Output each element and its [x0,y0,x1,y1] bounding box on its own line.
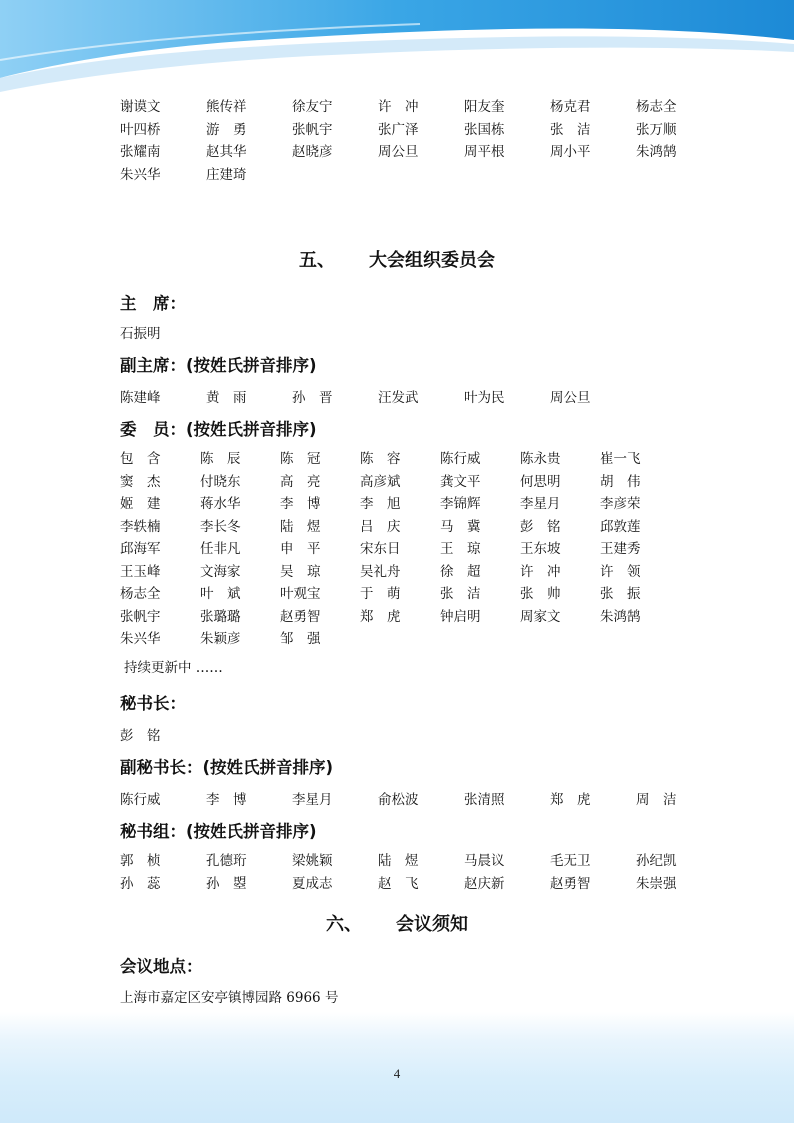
person-name: 叶观宝 [280,586,321,602]
person-name: 俞松波 [378,792,419,808]
person-name: 孙 蕊 [120,875,161,892]
person-name: 邱敦莲 [600,518,641,535]
person-name: 赵勇智 [280,608,321,625]
name-row [120,873,722,896]
person-name: 陆 煜 [378,853,419,869]
person-name: 李星月 [292,792,333,808]
person-name: 宋东日 [360,541,401,557]
vice-chair-list [120,386,636,406]
person-name: 周 洁 [636,792,677,808]
person-name: 王东坡 [520,541,561,557]
name-row [120,606,680,629]
person-name: 张清照 [464,792,505,808]
person-name: 周公旦 [378,144,419,160]
secretary-general-name: 彭 铭 [120,728,161,744]
chair-name: 石振明 [120,326,161,342]
person-name: 张帆宇 [120,608,161,625]
person-name: 许 冲 [378,99,419,115]
secretariat-heading: 秘书组：(按姓氏拼音排序) [120,822,317,841]
person-name: 龚文平 [440,473,481,490]
person-name: 叶 斌 [200,586,241,602]
person-name: 陈 容 [360,451,401,467]
name-row [120,516,680,539]
person-name: 徐友宁 [292,99,333,115]
person-name: 李 旭 [360,496,401,512]
person-name: 任非凡 [200,541,241,557]
chair-heading: 主 席： [120,294,186,313]
person-name: 夏成志 [292,875,333,892]
person-name: 蒋水华 [200,496,241,512]
name-row [120,561,680,584]
person-name: 王 琼 [440,541,481,557]
person-name: 许 冲 [520,563,561,580]
name-row [120,141,722,164]
person-name: 陈永贵 [520,451,561,467]
header-wave-decoration [0,0,794,95]
person-name: 钟启明 [440,608,481,625]
person-name: 张国栋 [464,121,505,138]
person-name: 邱海军 [120,541,161,557]
person-name: 黄 雨 [206,390,247,406]
person-name: 李锦辉 [440,496,481,512]
person-name: 张广泽 [378,121,419,138]
person-name: 包 含 [120,451,161,467]
person-name: 叶四桥 [120,121,161,138]
person-name: 谢谟文 [120,99,161,115]
members-heading: 委 员：(按姓氏拼音排序) [120,420,317,439]
person-name: 高彦斌 [360,473,401,490]
person-name: 朱鸿鹄 [600,608,641,625]
person-name: 张帆宇 [292,121,333,138]
name-row [120,628,680,651]
person-name: 汪发武 [378,390,419,406]
person-name: 赵勇智 [550,875,591,892]
person-name: 朱兴华 [120,631,161,647]
person-name: 赵其华 [206,144,247,160]
person-name: 王建秀 [600,541,641,557]
section-number: 六、 [326,914,362,935]
person-name: 陈 冠 [280,451,321,467]
person-name: 陈行威 [440,451,481,467]
section-6-title [0,910,794,936]
deputy-secretary-general-list [120,788,722,808]
person-name: 于 萌 [360,586,401,602]
committee-continuation-list [120,96,722,186]
person-name: 孔德珩 [206,853,247,869]
section-number: 五、 [299,250,335,271]
person-name: 文海家 [200,563,241,580]
person-name: 许 领 [600,563,641,580]
person-name: 李轶楠 [120,518,161,535]
person-name: 朱颖彦 [200,631,241,647]
person-name: 胡 伟 [600,473,641,490]
person-name: 杨志全 [636,99,677,115]
person-name: 周平根 [464,144,505,160]
person-name: 孙 曌 [206,875,247,892]
person-name: 徐 超 [440,563,481,580]
members-list [120,448,680,651]
person-name: 张 振 [600,586,641,602]
person-name: 彭 铭 [520,518,561,535]
person-name: 吴礼舟 [360,563,401,580]
person-name: 郑 虎 [550,792,591,808]
vice-chair-heading: 副主席：(按姓氏拼音排序) [120,356,317,375]
person-name: 庄建琦 [206,166,247,183]
person-name: 何思明 [520,473,561,490]
person-name: 李星月 [520,496,561,512]
person-name: 张耀南 [120,144,161,160]
name-row [120,493,680,516]
person-name: 付晓东 [200,473,241,490]
person-name: 邹 强 [280,631,321,647]
person-name: 梁姚颖 [292,853,333,869]
name-row [120,448,680,471]
person-name: 王玉峰 [120,563,161,580]
person-name: 张 洁 [550,121,591,138]
person-name: 赵庆新 [464,875,505,892]
person-name: 杨克君 [550,99,591,115]
person-name: 马 冀 [440,518,481,535]
person-name: 毛无卫 [550,853,591,869]
person-name: 崔一飞 [600,451,641,467]
section-5-title [0,246,794,272]
name-row [120,471,680,494]
person-name: 孙纪凯 [636,853,677,869]
person-name: 陆 煜 [280,518,321,535]
person-name: 阳友奎 [464,99,505,115]
person-name: 张万顺 [636,121,677,138]
section-title-text: 大会组织委员会 [369,250,495,271]
person-name: 申 平 [280,541,321,557]
person-name: 叶为民 [464,390,505,406]
person-name: 陈建峰 [120,390,161,406]
section-title-text: 会议须知 [396,914,468,935]
person-name: 吕 庆 [360,518,401,535]
person-name: 李 博 [280,496,321,512]
name-row [120,119,722,142]
person-name: 张 洁 [440,586,481,602]
person-name: 孙 晋 [292,390,333,406]
person-name: 朱鸿鹄 [636,144,677,160]
person-name: 李长冬 [200,518,241,535]
person-name: 高 亮 [280,473,321,490]
person-name: 赵晓彦 [292,144,333,160]
person-name: 杨志全 [120,586,161,602]
person-name: 郑 虎 [360,608,401,625]
name-row [120,96,722,119]
deputy-secretary-general-heading: 副秘书长：(按姓氏拼音排序) [120,758,334,777]
person-name: 李 博 [206,792,247,808]
person-name: 陈 辰 [200,451,241,467]
name-row [120,164,722,187]
person-name: 李彦荣 [600,496,641,512]
person-name: 游 勇 [206,121,247,138]
members-update-note: 持续更新中 …… [124,660,223,676]
person-name: 张 帅 [520,586,561,602]
venue-address: 上海市嘉定区安亭镇博园路 6966 号 [120,990,339,1006]
person-name: 赵 飞 [378,875,419,892]
venue-heading: 会议地点： [120,957,203,976]
person-name: 郭 桢 [120,853,161,869]
person-name: 朱崇强 [636,875,677,892]
page-number: 4 [393,1066,401,1081]
person-name: 张璐璐 [200,608,241,625]
person-name: 姬 建 [120,496,161,512]
person-name: 熊传祥 [206,99,247,115]
name-row [120,850,722,873]
secretariat-list [120,850,722,895]
person-name: 陈行威 [120,792,161,808]
person-name: 马晨议 [464,853,505,869]
person-name: 周公旦 [550,390,591,406]
name-row [120,583,680,606]
person-name: 周小平 [550,144,591,160]
secretary-general-heading: 秘书长： [120,694,186,713]
name-row [120,538,680,561]
person-name: 周家文 [520,608,561,625]
person-name: 吴 琼 [280,563,321,580]
person-name: 朱兴华 [120,166,161,183]
person-name: 窦 杰 [120,473,161,490]
